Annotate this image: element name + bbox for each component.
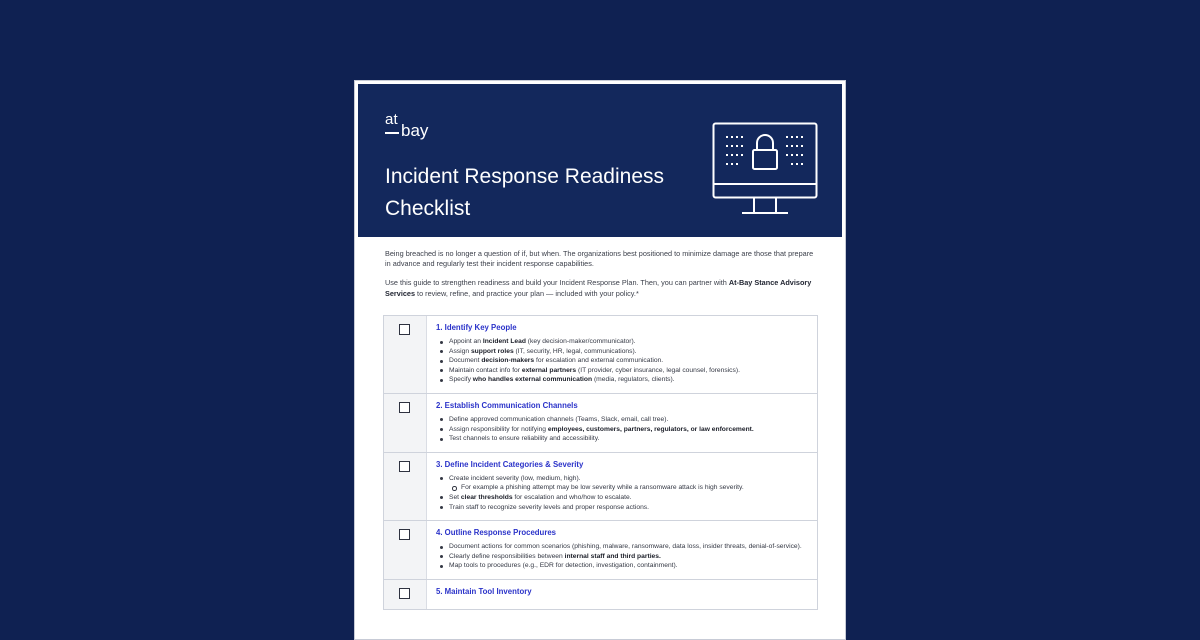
checklist-row [384, 580, 817, 610]
intro-2-text-end: to review, refine, and practice your plan — included with your policy.* [415, 288, 639, 298]
checkbox-icon[interactable] [399, 461, 410, 472]
section-heading: 4. Outline Response Procedures [436, 528, 557, 538]
checklist-row [384, 521, 817, 580]
list-item: Train staff to recognize severity levels and proper response actions. [449, 503, 811, 513]
checkbox-cell [384, 316, 427, 393]
section-items [436, 474, 811, 512]
checkbox-icon[interactable] [399, 529, 410, 540]
section-heading: 1. Identify Key People [436, 323, 517, 332]
list-item: Assign responsibility for notifying employees, customers, partners, regulators, or law enforcement. [449, 425, 811, 435]
section-content [436, 453, 817, 520]
intro-paragraph-2 [385, 278, 819, 298]
checklist-document [354, 80, 846, 640]
checkbox-cell [384, 521, 427, 579]
list-item: Define approved communication channels (Teams, Slack, email, call tree). [449, 415, 811, 425]
list-item: Document decision-makers for escalation and external communication. [449, 356, 811, 366]
section-items [436, 337, 811, 385]
advisory-services-name: At-Bay Stance Advisory Services [385, 278, 812, 298]
checkbox-cell [384, 580, 427, 609]
section-content [436, 316, 817, 393]
section-items [436, 415, 811, 444]
logo-bay-text: bay [401, 121, 429, 140]
document-title: Incident Response Readiness Checklist [385, 165, 665, 220]
logo-at-text: at [385, 111, 398, 128]
checklist-row [384, 453, 817, 521]
list-item: Specify who handles external communication (media, regulators, clients). [449, 375, 811, 385]
list-item: Document actions for common scenarios (phishing, malware, ransomware, data loss, insider threats, denial-of-service). [449, 542, 811, 552]
section-heading: 2. Establish Communication Channels [436, 400, 578, 410]
section-content [436, 580, 817, 609]
section-heading: 3. Define Incident Categories & Severity [436, 459, 584, 469]
intro-paragraph-1: Being breached is no longer a question of if, but when. The organizations best positioned to minimize damage are those that prepare in advance and regularly test their incident response capabilities. [385, 249, 814, 269]
checklist-row [384, 394, 817, 453]
checkbox-icon[interactable] [399, 324, 410, 335]
header-banner [358, 84, 842, 237]
list-item: Clearly define responsibilities between internal staff and third parties. [449, 552, 811, 562]
section-content [436, 394, 817, 452]
list-item: Appoint an Incident Lead (key decision-maker/communicator). [449, 337, 811, 347]
list-item: Set clear thresholds for escalation and who/how to escalate. [449, 493, 811, 503]
checkbox-icon[interactable] [399, 402, 410, 413]
section-content [436, 521, 817, 579]
checkbox-cell [384, 394, 427, 452]
list-item: Assign support roles (IT, security, HR, legal, communications). [449, 347, 811, 357]
intro-2-text: Use this guide to strengthen readiness and build your Incident Response Plan. Then, you can partner with [385, 278, 729, 288]
list-item: For example a phishing attempt may be low severity while a ransomware attack is high severity. [461, 483, 811, 493]
checklist-row [384, 316, 817, 394]
list-item: Maintain contact info for external partners (IT provider, cyber insurance, legal counsel, forensics). [449, 366, 811, 376]
checkbox-cell [384, 453, 427, 520]
list-item: Create incident severity (low, medium, high). [449, 474, 811, 484]
intro-text [385, 249, 819, 308]
checklist-table [383, 315, 818, 610]
list-item: Test channels to ensure reliability and accessibility. [449, 434, 811, 444]
list-item: Map tools to procedures (e.g., EDR for detection, investigation, containment). [449, 561, 811, 571]
logo-underline [385, 132, 399, 134]
monitor-lock-icon [712, 122, 818, 218]
section-heading: 5. Maintain Tool Inventory [436, 586, 532, 596]
checkbox-icon[interactable] [399, 588, 410, 599]
section-items [436, 542, 811, 571]
